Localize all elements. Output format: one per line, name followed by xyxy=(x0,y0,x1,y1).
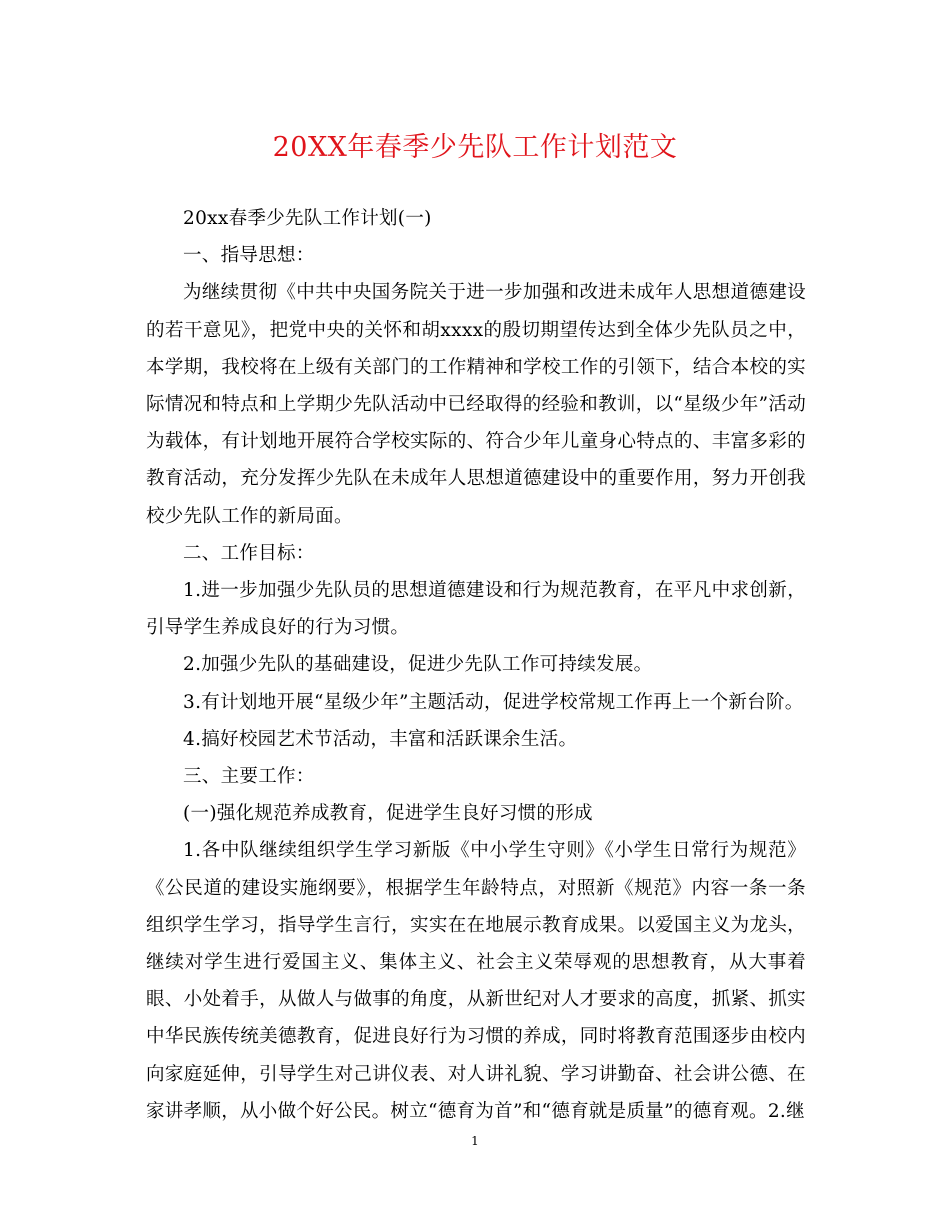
subsection-heading-1: (一)强化规范养成教育，促进学生良好习惯的形成 xyxy=(183,803,593,825)
subheading-main-work: 三、主要工作： xyxy=(183,766,315,788)
document-body xyxy=(146,200,806,1130)
document-title: 20XX年春季少先队工作计划范文 xyxy=(272,132,678,163)
goal-item-4: 4.搞好校园艺术节活动，丰富和活跃课余生活。 xyxy=(183,728,578,750)
paragraph-guiding-thought: 为继续贯彻《中共中央国务院关于进一步加强和改进未成年人思想道德建设的若干意见》，把党中央的关怀和胡xxxx的殷切期望传达到全体少先队员之中，本学期，我校将在上级有关部门的工作精神和学校工作的引领下，结合本校的实际情况和特点和上学期少先队活动中已经取得的经验和教训，以“星级少年”活动为载体，有计划地开展符合学校实际的、符合少年儿童身心特点的、丰富多彩的教育活动，充分发挥少先队在未成年人思想道德建设中的重要作用，努力开创我校少先队工作的新局面。 xyxy=(146,282,806,527)
subheading-guiding-thought: 一、指导思想： xyxy=(183,245,315,267)
subheading-work-goals: 二、工作目标： xyxy=(183,542,315,564)
section-heading: 20xx春季少先队工作计划(一) xyxy=(183,208,432,229)
goal-item-3: 3.有计划地开展“星级少年”主题活动，促进学校常规工作再上一个新台阶。 xyxy=(183,691,804,713)
paragraph-main-work-1: 1.各中队继续组织学生学习新版《中小学生守则》《小学生日常行为规范》《公民道的建设实施纲要》，根据学生年龄特点，对照新《规范》内容一条一条组织学生学习，指导学生言行，实实在在地展示教育成果。以爱国主义为龙头，继续对学生进行爱国主义、集体主义、社会主义荣辱观的思想教育，从大事着眼、小处着手，从做人与做事的角度，从新世纪对人才要求的高度，抓紧、抓实中华民族传统美德教育，促进良好行为习惯的养成，同时将教育范围逐步由校内向家庭延伸，引导学生对己讲仪表、对人讲礼貌、学习讲勤奋、社会讲公德、在家讲孝顺，从小做个好公民。树立“德育为首”和“德育就是质量”的德育观。2.继 xyxy=(146,840,806,1122)
goal-item-2: 2.加强少先队的基础建设，促进少先队工作可持续发展。 xyxy=(183,654,653,676)
goal-item-1: 1.进一步加强少先队员的思想道德建设和行为规范教育，在平凡中求创新，引导学生养成良好的行为习惯。 xyxy=(146,580,806,639)
page-number: 1 xyxy=(471,1134,479,1148)
